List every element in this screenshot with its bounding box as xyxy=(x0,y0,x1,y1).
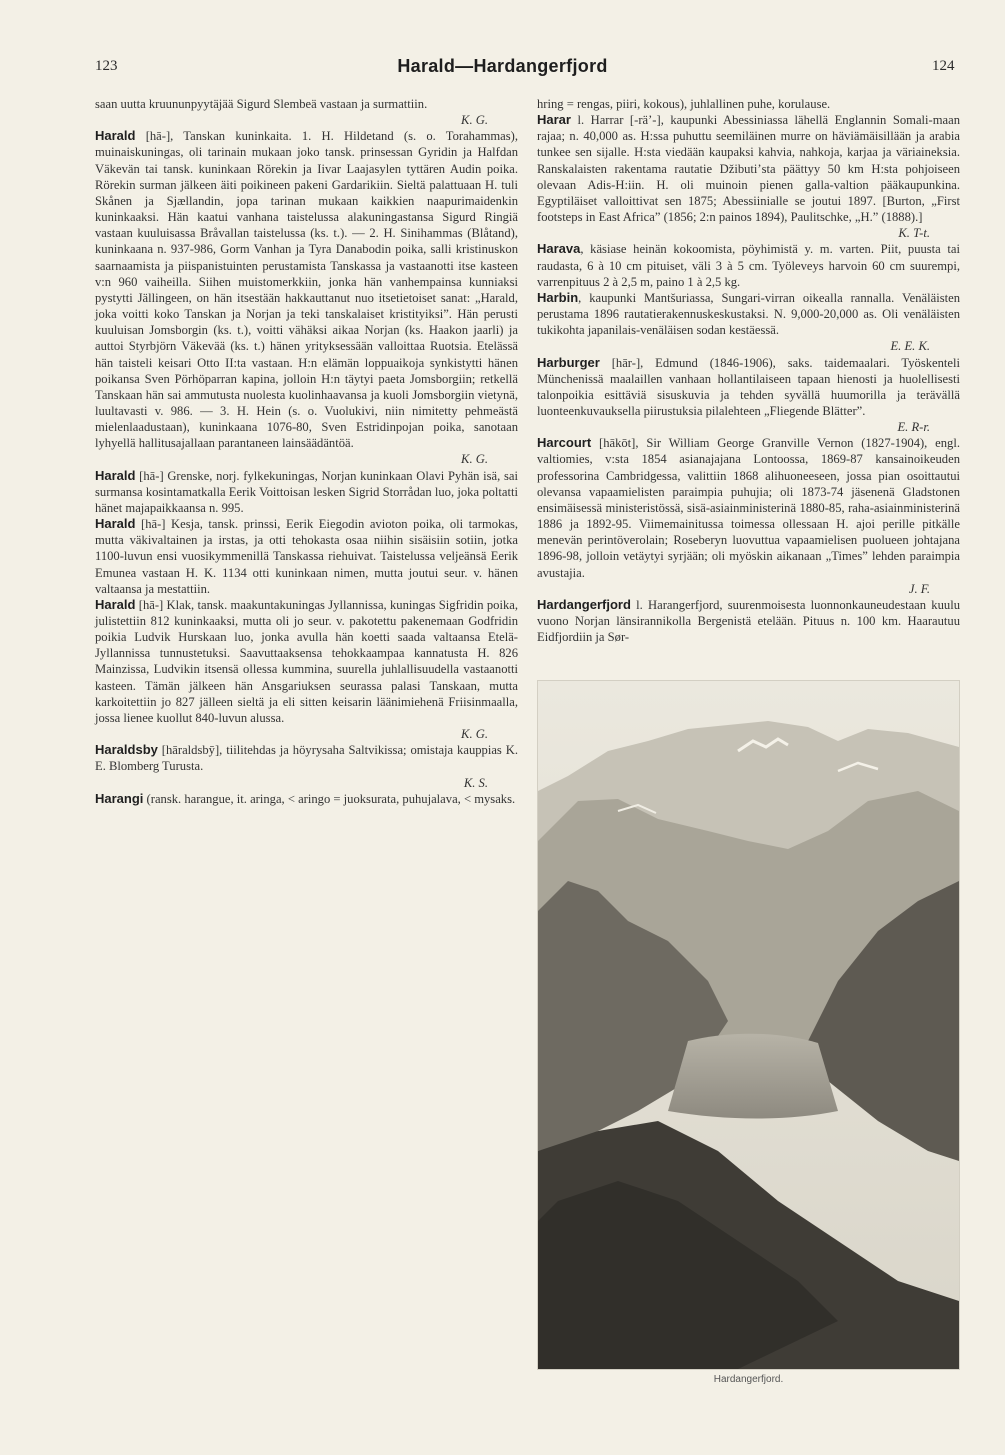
entry-headword: Harald xyxy=(95,128,136,144)
entry-text: hring = rengas, piiri, kokous), juhlallinen puhe, korulause. xyxy=(537,97,831,111)
encyclopedia-entry xyxy=(95,742,518,790)
right-column xyxy=(537,96,960,645)
encyclopedia-entry xyxy=(537,290,960,355)
encyclopedia-entry xyxy=(95,516,518,597)
entry-text: [hā-], Tanskan kuninkaita. 1. H. Hildetand (s. o. Torahammas), muinaiskuningas, oli tarinain mukaan joko tansk. prinsessan Gyridin ja Halfdan Väkevän tai tansk. kuninkaan Rörekin ja Iivar Laajasylen tyttären Audin poika. Rörekin surman jälkeen äiti poikineen pakeni Gardarikiin. Sieltä palattuaan H. tuli Skånen ja Sjællandin, jopa tarinan mukaan kaikkien naapurimaidenkin kuninkaaksi. Hän kaatui vanhana taistelussa alakuningastansa Sigurd Ringiä vastaan kuuluisassa Bråvallan taistelussa (ks. t.). — 2. H. Sinihammas (Blåtand), kuninkaana n. 937-986, Gorm Vanhan ja Tyra Danabodin poika, salli kristinuskon saarnaamista ja piispanistuinten perustamista Tanskassa ja vastaanotti itse kasteen v:n 960 vaiheilla. Siihen muistomerkkiin, jonka hän vanhempainsa kunniaksi pystytti Jällingeen, on hän itsestään hakkauttanut nuo itsetietoiset sanat: „Harald, joka voitti koko Tanskan ja Norjan ja teki tanskalaiset kristityiksi”. Hän perusti kuuluisan Jomsborgin (ks. t.), voitti vähäksi aikaa Norjan (ks. Haakon jaarli) ja auttoi Styrbjörn Väkevää (ks. t.) hänen yrityksessään valloittaa Ruotsia. Eteläss​ä hän taisteli keisari Otto II:ta vastaan. H:n elämän loppuaikoja synkistytti hänen poikansa Sven Pörhöparran kapina, jolloin H:n täytyi paeta Jomsborgiin; retkellä Tanskaan hän sai ammutusta nuolesta kuolinhaavansa ja kuoli Jomsborgiin vietynä, luultavasti v. 986. — 3. H. Hein (s. o. Vuolukivi, niin nimitetty pehmeästä mielenlaadustaan), kuninkaana 1076-80, Sven Estridinpojan poika, sanotaan lyhyellä hallitusajallaan parantaneen lainsäädäntöä. xyxy=(95,129,518,451)
encyclopedia-entry xyxy=(95,96,518,128)
running-header xyxy=(0,56,1005,82)
author-signature: K. T-t. xyxy=(898,226,930,241)
entry-text: saan uutta kruununpyytäjää Sigurd Slembeä vastaan ja surmattiin. xyxy=(95,97,428,111)
entry-headword: Harava xyxy=(537,241,581,257)
entry-text: , kaupunki Mantšuriassa, Sungari-virran oikealla rannalla. Venäläisten perustama 1896 rautatierakennuskeskustaksi. N. 9,000-20,000 as. Oli venäläisten tukikohta japanilais-venäläisen sodan kestäessä. xyxy=(537,290,960,338)
entry-headword: Harald xyxy=(95,467,136,483)
entry-headword: Harald xyxy=(95,596,136,612)
encyclopedia-entry xyxy=(537,435,960,597)
entry-text: , käsiase heinän kokoomista, pöyhimistä y. m. varten. Piit, puusta tai raudasta, 6 à 10 cm pituiset, väli 3 à 5 cm. Työleveys harvoin 60 cm suurempi, varrenpituus 2 à 2,5 m, paino 1 à 2,5 kg. xyxy=(537,242,960,289)
encyclopedia-entry xyxy=(537,355,960,436)
entry-text: [hā-] Kesja, tansk. prinssi, Eerik Eiegodin avioton poika, oli tarmokas, mutta väkivaltainen ja irstas, ja otti tehokasta osaa niihin sisäisiin sotiin, jotka 1100-luvun ensi vuosikymmenillä Tanskassa riehuivat. Taistelussa veljeänsä Eerik Emunea vastaan H. K. 1134 otti kuninkaan nimen, mutta joutui seur. v. hänen valtaansa ja mestattiin. xyxy=(95,517,518,596)
entry-text: [hā-] Klak, tansk. maakuntakuningas Jyllannissa, kuningas Sigfridin poika, julistettiin 812 kuninkaaksi, mutta oli jo seur. v. pakotettu pakenemaan Godfridin poikia Ludvik Hurskaan luo, jonka avulla hän koetti saada valtaansa Etelä-Jyllannissa tunnustetuksi. Saavuttaaksensa tehokkaampaa kannatusta H. 826 Mainzissa, Ludvikin itsensä ollessa kummina, suurella juhlallisuudella vastaanotti kasteen. Tämän jälkeen hän Ansgariuksen seurassa palasi Tanskaan, mutta karkoitettiin jo 827 jälleen sieltä ja eli sitten keisarin läänimiehenä Friisinmaalla, jossa lienee kuollut 840-luvun alussa. xyxy=(95,597,518,725)
encyclopedia-entry xyxy=(95,128,518,467)
entry-headword: Harald xyxy=(95,516,136,532)
author-signature: K. S. xyxy=(463,775,488,790)
entry-text: l. Harrar [-rä’-], kaupunki Abessiniassa lähellä Englannin Somali-maan rajaa; n. 40,000 as. H:ssa puhuttu seemiläinen murre on häviämäisillään ja arabia tunkee sen sijalle. H:sta viedään kaupaksi kahvia, nahkoja, karjaa ja väriaineksia. Ranskalaisten rakentama rautatie Džibutiʼsta päättyy 50 km H:sta pohjoiseen olevaan Adis-H:iin. H. oli muinoin pienen galla-valtion pääkaupunkina. Egyptiläiset valloittivat sen 1875; Abessiinialle se joutui 1897. [Burton, „First footsteps in East Africa” (1856; 2:n painos 1894), Paulitschke, „H.” (1888).] xyxy=(537,113,960,225)
entry-headword: Haraldsby xyxy=(95,742,158,758)
entry-headword: Hardangerfjord xyxy=(537,596,631,612)
entry-text: l. Harangerfjord, suurenmoisesta luonnonkauneudestaan kuulu vuono Norjan länsirannikolla Bergenistä etelään. Pituus n. 100 km. Haarautuu Eidfjordiin ja Sør- xyxy=(537,597,960,645)
author-signature: K. G. xyxy=(461,113,488,128)
entry-text: (ransk. harangue, it. aringa, < aringo = juoksurata, puhujalava, < mysaks. xyxy=(143,791,516,806)
entry-text: [hār-], Edmund (1846-1906), saks. taidemaalari. Työskenteli Münchenissä maalaillen vanhaan hollantilaiseen tapaan hienosti ja huolellisesti talonpoikia esittäviä sisuskuvia ja tehden syvällä huumorilla ja terävällä luonteenkuvauksella piirustuksia pilalehteen „Fliegende Blätter”. xyxy=(537,355,960,418)
entry-text: [hā-] Grenske, norj. fylkekuningas, Norjan kuninkaan Olavi Pyhän isä, sai surmansa kosintamatkalla Eerik Voittoisan lesken Sigrid Storrådan luo, joka poltatti hänet majapaikkaansa n. 995. xyxy=(95,468,518,515)
entry-headword: Harbin xyxy=(537,289,579,305)
left-page-number: 123 xyxy=(95,58,118,74)
encyclopedia-entry xyxy=(95,597,518,742)
encyclopedia-entry xyxy=(537,241,960,289)
author-signature: J. F. xyxy=(908,581,930,596)
author-signature: E. R-r. xyxy=(897,420,930,435)
left-column xyxy=(95,96,518,807)
author-signature: E. E. K. xyxy=(890,339,930,354)
encyclopedia-entry xyxy=(95,468,518,516)
right-page-number: 124 xyxy=(932,58,955,74)
photo-caption: Hardangerfjord. xyxy=(713,1374,784,1385)
author-signature: K. G. xyxy=(461,452,488,467)
entry-headword: Harburger xyxy=(537,354,600,370)
encyclopedia-entry xyxy=(537,597,960,645)
fjord-photograph xyxy=(537,680,960,1370)
entry-headword: Harar xyxy=(537,112,571,128)
encyclopedia-entry xyxy=(95,791,518,807)
encyclopedia-entry xyxy=(537,112,960,241)
entry-headword: Harcourt xyxy=(537,435,592,451)
entry-text: [hākōt], Sir William George Granville Vernon (1827-1904), engl. valtiomies, v:sta 1854 asianajajana Lontoossa, 1869-87 kansainoikeuden professorina Cambridgessa, valittiin 1868 alihuoneeseen, jossa pian osoittautui olevansa vapaamielisten paraimpia puhujia; oli 1873-74 jäsenenä Gladstonen ensimäisessä ministeristössä, sisä-asiainministerinä 1880-85, raha-asiainministerinä 1886 ja 1892-95. Viimemainitussa toimessa ollessaan H. ajoi perille pitkälle menevän perintöverolain; Roseberyn luovuttua vapaamielisen puolueen johtajana 1896-98, jolloin vetäytyi syrjään; oli myöskin aikanaan „Times” lehden paraimpia avustajia. xyxy=(537,436,960,580)
entry-text: [hāraldsbȳ], tiilitehdas ja höyrysaha Saltvikissa; omistaja kauppias K. E. Blomberg Turusta. xyxy=(95,743,518,774)
running-title: Harald—Hardangerfjord xyxy=(397,56,608,76)
entry-headword: Harangi xyxy=(95,790,144,806)
encyclopedia-entry xyxy=(537,96,960,112)
author-signature: K. G. xyxy=(461,727,488,742)
